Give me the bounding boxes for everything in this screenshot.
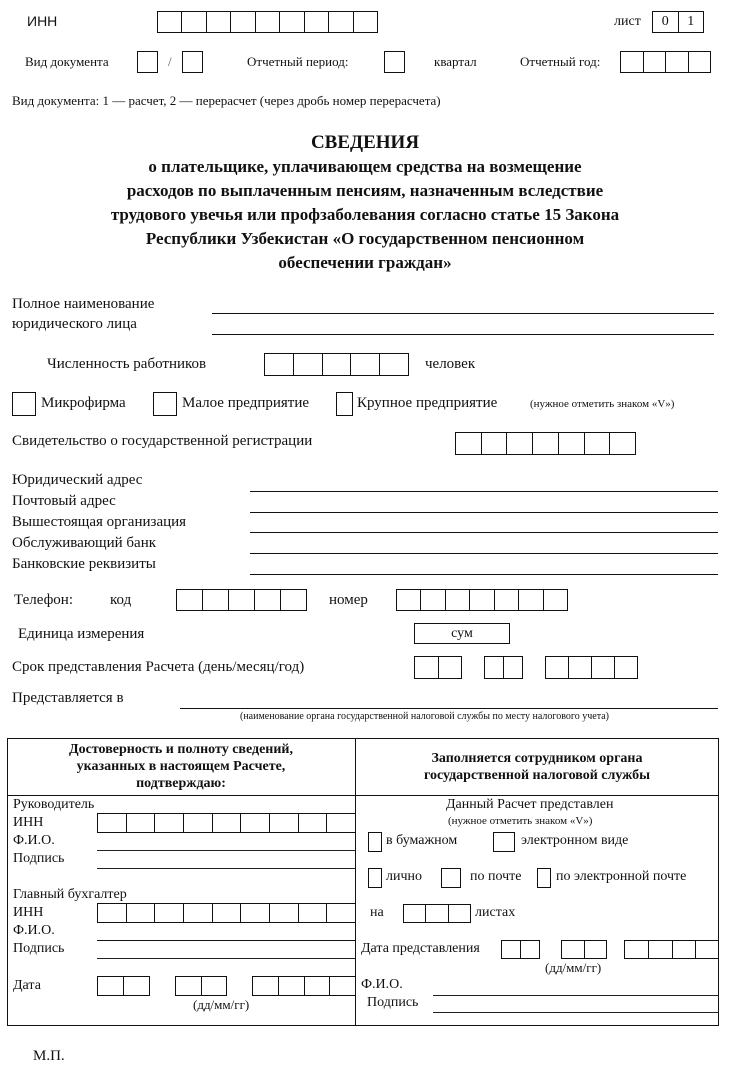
- employees-input-cells[interactable]: [264, 353, 409, 376]
- tax-office-heading-line: Заполняется сотрудником органа: [431, 751, 643, 766]
- legal-address-label: Юридический адрес: [12, 472, 143, 488]
- full-name-label: Полное наименование: [12, 296, 155, 312]
- accountant-inn-cell[interactable]: [98, 904, 127, 922]
- employees-cell[interactable]: [380, 354, 408, 375]
- submitted-to-label: Представляется в: [12, 690, 124, 706]
- stamp-label: М.П.: [33, 1048, 65, 1064]
- submission-date-format: (дд/мм/гг): [545, 960, 602, 975]
- electronic-checkbox[interactable]: [493, 832, 515, 852]
- year-cell[interactable]: [673, 941, 697, 958]
- employees-cell[interactable]: [294, 354, 323, 375]
- tax-fio-label: Ф.И.О.: [361, 977, 403, 992]
- confirm-heading-line: Достоверность и полноту сведений,: [69, 742, 293, 757]
- director-inn-cell[interactable]: [270, 814, 299, 832]
- paper-checkbox[interactable]: [368, 832, 382, 852]
- full-name-label-2: юридического лица: [12, 316, 137, 332]
- year-cell[interactable]: [305, 977, 331, 995]
- phone-number-cell[interactable]: [544, 590, 567, 610]
- submitted-to-note: (наименование органа государственной налоговой службы по месту налогового учета): [240, 711, 609, 722]
- confirm-year-cells[interactable]: [252, 976, 355, 996]
- inn-cell[interactable]: [329, 12, 353, 32]
- tax-signature-label: Подпись: [367, 995, 419, 1010]
- year-cell[interactable]: [279, 977, 305, 995]
- year-cell[interactable]: [330, 977, 355, 995]
- date-label: Дата: [13, 978, 41, 993]
- accountant-inn-cell[interactable]: [327, 904, 355, 922]
- size-mark-note: (нужное отметить знаком «V»): [530, 398, 675, 410]
- director-fio-line[interactable]: [97, 850, 355, 851]
- inn-cell[interactable]: [182, 12, 206, 32]
- submission-date-label: Дата представления: [361, 941, 480, 956]
- microfirm-label: Микрофирма: [41, 395, 126, 411]
- registration-cell[interactable]: [585, 433, 611, 454]
- accountant-fio-label: Ф.И.О.: [13, 923, 55, 938]
- title-line: расходов по выплаченным пенсиям, назначенным вследствие: [126, 181, 604, 200]
- bank-details-label: Банковские реквизиты: [12, 556, 156, 572]
- bank-line[interactable]: [250, 553, 718, 554]
- inn-label: ИНН: [27, 13, 58, 29]
- registration-cell[interactable]: [610, 433, 635, 454]
- phone-code-cell[interactable]: [177, 590, 203, 610]
- accountant-inn-cell[interactable]: [184, 904, 213, 922]
- tax-office-heading-line: государственной налоговой службы: [423, 768, 651, 783]
- registration-input-cells[interactable]: [455, 432, 636, 455]
- director-inn-cell[interactable]: [155, 814, 184, 832]
- year-cell[interactable]: [696, 941, 719, 958]
- year-cell[interactable]: [666, 52, 689, 72]
- director-inn-cells[interactable]: [97, 813, 355, 833]
- year-input-cells[interactable]: [620, 51, 711, 73]
- doc-type-separator: /: [168, 54, 172, 69]
- legal-address-line[interactable]: [250, 491, 718, 492]
- director-inn-cell[interactable]: [213, 814, 242, 832]
- phone-number-cells[interactable]: [396, 589, 568, 611]
- year-cell[interactable]: [592, 657, 615, 678]
- title-line: обеспечении граждан»: [278, 253, 452, 272]
- inn-input-cells[interactable]: [157, 11, 378, 33]
- accountant-fio-line[interactable]: [97, 940, 355, 941]
- registration-cell[interactable]: [507, 433, 533, 454]
- parent-org-line[interactable]: [250, 532, 718, 533]
- confirm-day-cells[interactable]: [97, 976, 150, 996]
- director-inn-cell[interactable]: [127, 814, 156, 832]
- sheets-count-cells[interactable]: [403, 904, 471, 923]
- inn-cell[interactable]: [305, 12, 329, 32]
- title-main: СВЕДЕНИЯ: [310, 132, 420, 153]
- by-email-checkbox[interactable]: [537, 868, 551, 888]
- employees-unit: человек: [425, 356, 476, 372]
- phone-number-cell[interactable]: [495, 590, 519, 610]
- inn-cell[interactable]: [280, 12, 304, 32]
- inn-cell[interactable]: [354, 12, 377, 32]
- title-line: Республики Узбекистан «О государственном пенсионном: [145, 229, 585, 248]
- title-line: о плательщике, уплачивающем средства на возмещение: [148, 157, 582, 176]
- accountant-inn-cell[interactable]: [299, 904, 328, 922]
- phone-code-cell[interactable]: [203, 590, 229, 610]
- director-inn-cell[interactable]: [327, 814, 355, 832]
- large-business-label: Крупное предприятие: [357, 395, 498, 411]
- director-inn-cell[interactable]: [241, 814, 270, 832]
- inn-cell[interactable]: [207, 12, 231, 32]
- quarter-label: квартал: [434, 54, 477, 69]
- bank-details-line[interactable]: [250, 574, 718, 575]
- registration-cell[interactable]: [482, 433, 508, 454]
- by-email-label: по электронной почте: [556, 869, 687, 884]
- sheets-cell[interactable]: [404, 905, 426, 922]
- year-cell[interactable]: [689, 52, 711, 72]
- accountant-inn-cell[interactable]: [213, 904, 242, 922]
- by-mail-checkbox[interactable]: [441, 868, 461, 888]
- director-inn-cell[interactable]: [98, 814, 127, 832]
- tax-signature-line[interactable]: [433, 1012, 719, 1013]
- inn-cell[interactable]: [158, 12, 182, 32]
- accountant-inn-cell[interactable]: [127, 904, 156, 922]
- confirm-month-cells[interactable]: [175, 976, 227, 996]
- deadline-label: Срок представления Расчета (день/месяц/год): [12, 659, 305, 675]
- day-cell[interactable]: [502, 941, 521, 958]
- sheet-digit[interactable]: 0: [653, 12, 679, 32]
- employees-cell[interactable]: [265, 354, 294, 375]
- parent-org-label: Вышестоящая организация: [12, 514, 187, 530]
- registration-cell[interactable]: [559, 433, 585, 454]
- confirm-heading: [7, 741, 355, 792]
- accountant-inn-cell[interactable]: [155, 904, 184, 922]
- month-cell[interactable]: [585, 941, 607, 958]
- doc-type-note: Вид документа: 1 — расчет, 2 — перерасчет (через дробь номер перерасчета): [12, 93, 441, 108]
- in-person-label: лично: [386, 869, 423, 884]
- period-label: Отчетный период:: [247, 54, 349, 69]
- recalc-number-box[interactable]: [182, 51, 203, 73]
- deadline-day-cells[interactable]: [414, 656, 462, 679]
- sheet-label: лист: [614, 14, 641, 29]
- day-cell[interactable]: [521, 941, 539, 958]
- sheets-cell[interactable]: [426, 905, 448, 922]
- month-cell[interactable]: [504, 657, 522, 678]
- postal-address-line[interactable]: [250, 512, 718, 513]
- sheet-digit[interactable]: 1: [687, 14, 695, 29]
- phone-code-cell[interactable]: [281, 590, 306, 610]
- phone-number-cell[interactable]: [421, 590, 445, 610]
- registration-label: Свидетельство о государственной регистрации: [12, 433, 313, 449]
- director-signature-label: Подпись: [13, 851, 65, 866]
- doc-type-label: Вид документа: [25, 54, 109, 69]
- unit-value-box[interactable]: сум: [414, 623, 510, 644]
- microfirm-checkbox[interactable]: [12, 392, 36, 416]
- accountant-inn-cell[interactable]: [270, 904, 299, 922]
- deadline-year-cells[interactable]: [545, 656, 638, 679]
- registration-cell[interactable]: [533, 433, 559, 454]
- accountant-inn-label: ИНН: [13, 905, 44, 920]
- on-label: на: [370, 905, 384, 920]
- director-signature-line[interactable]: [97, 868, 355, 869]
- month-cell[interactable]: [485, 657, 504, 678]
- phone-code-cells[interactable]: [176, 589, 307, 611]
- large-business-checkbox[interactable]: [336, 392, 353, 416]
- inn-cell[interactable]: [256, 12, 280, 32]
- employees-cell[interactable]: [323, 354, 352, 375]
- registration-cell[interactable]: [456, 433, 482, 454]
- submission-month-cells[interactable]: [561, 940, 607, 959]
- director-inn-label: ИНН: [13, 815, 44, 830]
- director-inn-cell[interactable]: [299, 814, 328, 832]
- submitted-to-line[interactable]: [180, 708, 718, 709]
- submission-day-cells[interactable]: [501, 940, 540, 959]
- month-cell[interactable]: [176, 977, 202, 995]
- postal-address-label: Почтовый адрес: [12, 493, 116, 509]
- small-business-checkbox[interactable]: [153, 392, 177, 416]
- full-name-line-1[interactable]: [212, 313, 714, 314]
- accountant-label: Главный бухгалтер: [13, 887, 127, 902]
- year-cell[interactable]: [621, 52, 644, 72]
- year-cell[interactable]: [253, 977, 279, 995]
- phone-label: Телефон:: [14, 592, 73, 608]
- phone-code-label: код: [110, 592, 132, 608]
- year-cell[interactable]: [649, 941, 673, 958]
- sheet-number-cells[interactable]: [652, 11, 704, 33]
- tax-office-heading: [355, 750, 719, 784]
- submission-year-cells[interactable]: [624, 940, 719, 959]
- phone-number-label: номер: [329, 592, 368, 608]
- year-cell[interactable]: [644, 52, 667, 72]
- month-cell[interactable]: [202, 977, 227, 995]
- small-business-label: Малое предприятие: [182, 395, 310, 411]
- employees-cell[interactable]: [351, 354, 380, 375]
- doc-type-box[interactable]: [137, 51, 158, 73]
- table-header-divider: [7, 795, 719, 796]
- accountant-signature-line[interactable]: [97, 958, 355, 959]
- day-cell[interactable]: [98, 977, 124, 995]
- confirm-heading-line: подтверждаю:: [136, 776, 226, 791]
- unit-label: Единица измерения: [18, 626, 145, 642]
- director-fio-label: Ф.И.О.: [13, 833, 55, 848]
- year-cell[interactable]: [546, 657, 569, 678]
- tax-fio-line[interactable]: [433, 995, 719, 996]
- phone-code-cell[interactable]: [229, 590, 255, 610]
- confirm-heading-line: указанных в настоящем Расчете,: [76, 759, 286, 774]
- day-cell[interactable]: [415, 657, 439, 678]
- day-cell[interactable]: [439, 657, 462, 678]
- month-cell[interactable]: [562, 941, 585, 958]
- electronic-label: электронном виде: [521, 833, 629, 848]
- confirm-date-format: (дд/мм/гг): [193, 997, 250, 1012]
- inn-cell[interactable]: [231, 12, 255, 32]
- employees-label: Численность работников: [47, 356, 207, 372]
- sheets-label: листах: [475, 905, 516, 920]
- period-box[interactable]: [384, 51, 405, 73]
- year-cell[interactable]: [569, 657, 592, 678]
- phone-code-cell[interactable]: [255, 590, 281, 610]
- by-mail-label: по почте: [470, 869, 522, 884]
- sheets-cell[interactable]: [449, 905, 470, 922]
- accountant-signature-label: Подпись: [13, 941, 65, 956]
- paper-label: в бумажном: [386, 833, 458, 848]
- deadline-month-cells[interactable]: [484, 656, 523, 679]
- phone-number-cell[interactable]: [446, 590, 470, 610]
- phone-number-cell[interactable]: [470, 590, 494, 610]
- director-label: Руководитель: [13, 797, 95, 812]
- day-cell[interactable]: [124, 977, 149, 995]
- in-person-checkbox[interactable]: [368, 868, 382, 888]
- year-label: Отчетный год:: [520, 54, 601, 69]
- accountant-inn-cells[interactable]: [97, 903, 355, 923]
- submitted-label: Данный Расчет представлен: [446, 797, 614, 812]
- year-cell[interactable]: [625, 941, 649, 958]
- director-inn-cell[interactable]: [184, 814, 213, 832]
- title-line: трудового увечья или профзаболевания согласно статье 15 Закона: [110, 205, 620, 224]
- full-name-line-2[interactable]: [212, 334, 714, 335]
- bank-label: Обслуживающий банк: [12, 535, 157, 551]
- phone-number-cell[interactable]: [519, 590, 543, 610]
- phone-number-cell[interactable]: [397, 590, 421, 610]
- accountant-inn-cell[interactable]: [241, 904, 270, 922]
- tax-mark-note: (нужное отметить знаком «V»): [448, 815, 593, 827]
- year-cell[interactable]: [615, 657, 637, 678]
